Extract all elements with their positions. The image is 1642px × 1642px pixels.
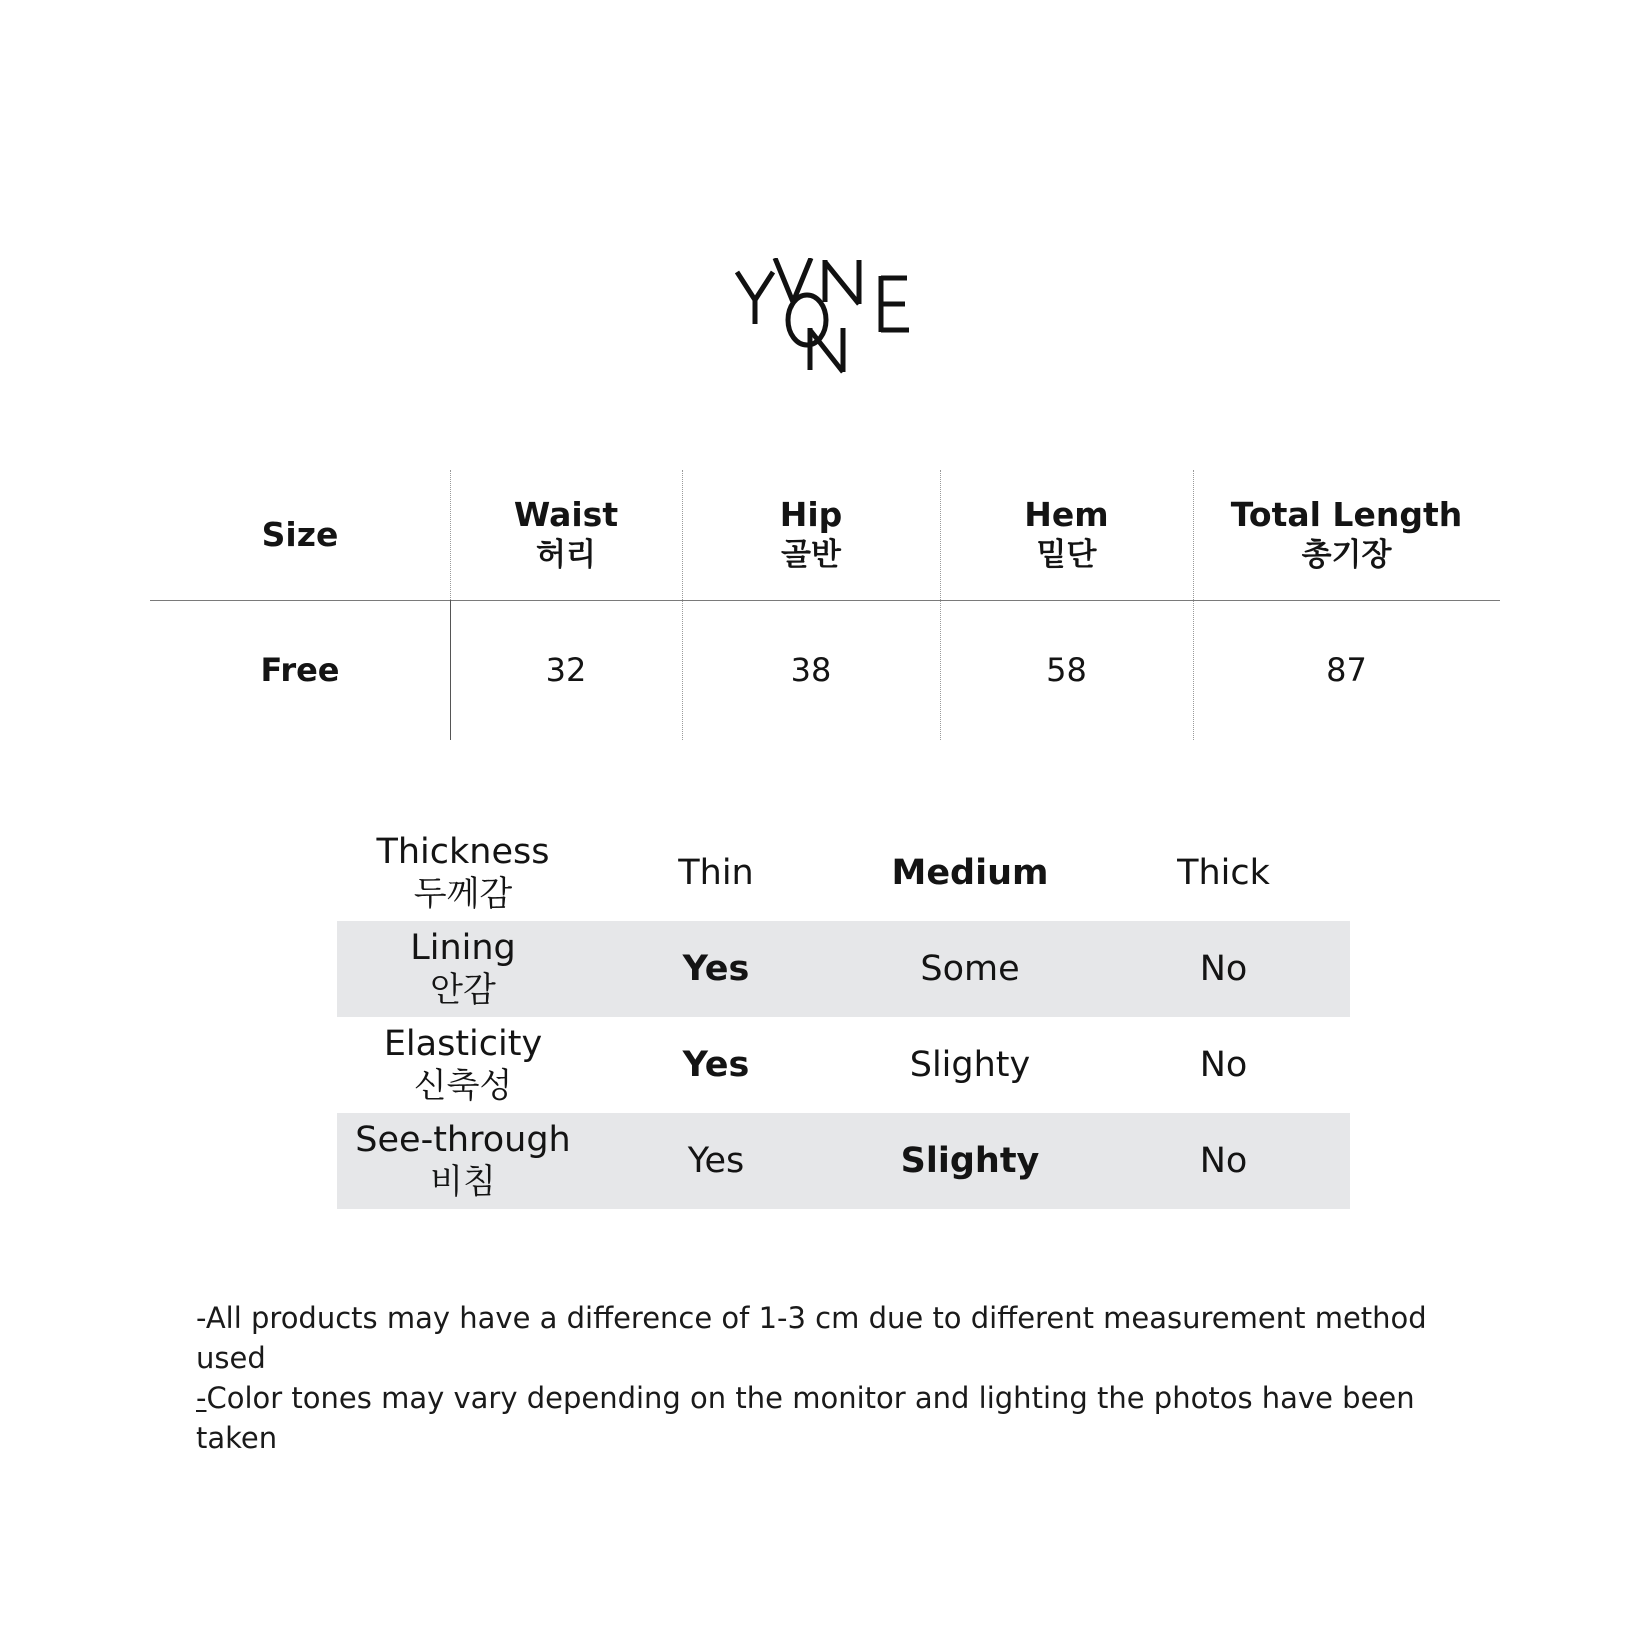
disclaimer-line-2 <box>196 1378 1496 1458</box>
feature-option: No <box>1199 949 1248 989</box>
header-hip-label-kr: 골반 <box>781 537 841 573</box>
feature-row-lining <box>337 921 1350 1017</box>
header-waist-label-kr: 허리 <box>536 537 596 573</box>
header-hem-label-kr: 밑단 <box>1036 537 1097 573</box>
feature-label-kr: 신축성 <box>413 1066 513 1106</box>
feature-table <box>337 825 1350 1209</box>
header-hip-label: Hip <box>779 495 843 534</box>
feature-label-en: Thickness <box>376 832 550 872</box>
header-hip <box>682 470 940 600</box>
feature-label-en: Lining <box>410 928 516 968</box>
header-size <box>150 470 450 600</box>
feature-option: Yes <box>682 1045 750 1085</box>
hem-value: 58 <box>1046 651 1087 689</box>
size-value: Free <box>260 651 340 689</box>
feature-label <box>337 921 589 1017</box>
header-total-length-label: Total Length <box>1230 495 1463 534</box>
brand-monogram-logo-icon <box>735 258 915 376</box>
disclaimer-dash: - <box>196 1381 207 1415</box>
brand-logo <box>735 258 915 376</box>
feature-label-kr: 두께감 <box>413 874 513 914</box>
feature-row-thickness <box>337 825 1350 921</box>
feature-label <box>337 1017 589 1113</box>
header-total-length <box>1193 470 1500 600</box>
feature-label <box>337 825 589 921</box>
disclaimer-line-1: -All products may have a difference of 1-3 cm due to different measurement method used <box>196 1301 1427 1375</box>
feature-option: No <box>1199 1141 1248 1181</box>
feature-row-elasticity <box>337 1017 1350 1113</box>
feature-option: No <box>1199 1045 1248 1085</box>
feature-label <box>337 1113 589 1209</box>
hip-value: 38 <box>790 651 832 689</box>
feature-label-kr: 비침 <box>430 1162 496 1202</box>
header-hem <box>940 470 1193 600</box>
feature-option: Yes <box>682 949 750 989</box>
feature-label-en: See-through <box>355 1120 571 1160</box>
feature-row-see-through <box>337 1113 1350 1209</box>
total-length-value: 87 <box>1326 651 1367 689</box>
feature-label-kr: 안감 <box>430 970 496 1010</box>
feature-option: Yes <box>687 1141 745 1181</box>
feature-option: Thick <box>1177 853 1270 893</box>
feature-label-en: Elasticity <box>383 1024 543 1064</box>
header-waist <box>450 470 682 600</box>
waist-value: 32 <box>545 651 587 689</box>
disclaimer-line-2-text: Color tones may vary depending on the monitor and lighting the photos have been taken <box>196 1381 1415 1455</box>
feature-option: Slighty <box>909 1045 1031 1085</box>
size-table <box>150 470 1500 740</box>
header-waist-label: Waist <box>513 495 619 534</box>
header-size-label: Size <box>261 515 339 554</box>
feature-option: Some <box>920 949 1020 989</box>
feature-option: Medium <box>891 853 1049 893</box>
feature-option: Slighty <box>900 1141 1040 1181</box>
header-total-length-label-kr: 총기장 <box>1301 537 1392 573</box>
disclaimer-notes <box>196 1298 1496 1458</box>
column-divider-1-header <box>450 470 451 600</box>
header-hem-label: Hem <box>1024 495 1109 534</box>
feature-option: Thin <box>678 853 754 893</box>
